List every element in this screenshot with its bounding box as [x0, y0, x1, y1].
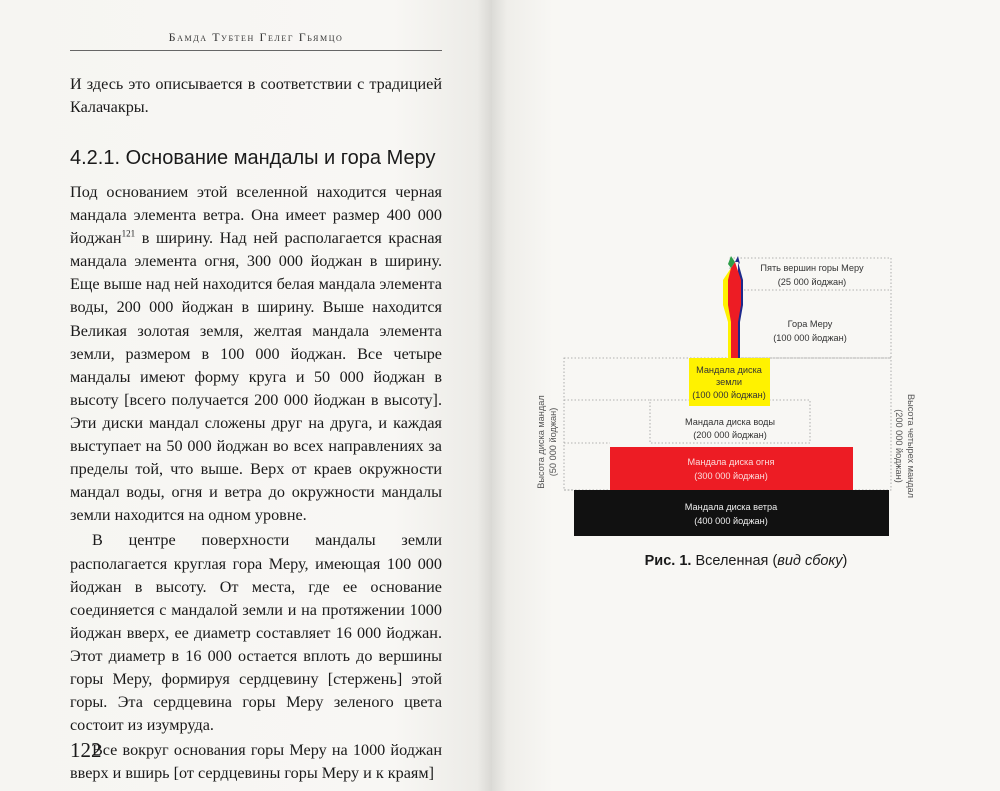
right-axis-title: Высота четырех мандал	[906, 394, 916, 498]
left-axis-label	[536, 395, 558, 488]
mount-meru	[723, 256, 743, 358]
fire-mandala-disc	[610, 447, 853, 490]
footnote-reference[interactable]: 121	[121, 228, 136, 239]
peaks-size: (25 000 йоджан)	[777, 277, 847, 287]
meru-size: (100 000 йоджан)	[773, 333, 847, 343]
paragraph-3: Все вокруг основания горы Меру на 1000 йоджан вверх и вширь [от сердцевины горы Меру и к краям]	[70, 741, 442, 783]
paragraph-1	[70, 181, 442, 527]
water-size: (200 000 йоджан)	[693, 430, 767, 440]
fire-size: (300 000 йоджан)	[694, 471, 768, 481]
figure-caption	[492, 553, 1000, 569]
meru-blue-peak	[735, 256, 740, 264]
left-axis-title: Высота диска мандал	[536, 395, 546, 489]
paragraph-1-rest: в ширину. Над ней располагается красная мандала элемента огня, 300 000 йоджан в ширину. Еще выше над ней находится белая мандала элемента воды, 200 000 йоджан в ширину. Выше находится Великая золотая земля, желтая мандала элемента земли, размером в 100 000 йоджан. Все четыре мандалы имеют форму круга и 50 000 йоджан в высоту [всего получается 200 000 йоджан в высоту]. Эти диски мандал сложены друг на друга, и каждая выступает на 50 000 йоджан во всех направлениях за пределы той, что выше. Верх от краев окружности мандал воды, огня и ветра до окружности мандалы земли находится на одном уровне.	[70, 229, 442, 525]
header-rule	[70, 50, 442, 51]
right-axis-label	[894, 394, 916, 498]
left-axis-size: (50 000 йоджан)	[548, 407, 558, 477]
meru-label: Гора Меру	[787, 319, 833, 329]
paragraph-1-start: Под основанием этой вселенной находится черная мандала элемента ветра. Она имеет размер 400 000 йоджан	[70, 183, 442, 248]
right-page	[492, 0, 1000, 791]
intro-paragraph: И здесь это описывается в соответствии с традицией Калачакры.	[70, 75, 442, 117]
left-page	[0, 0, 492, 791]
caption-text: Вселенная (	[691, 553, 778, 569]
universe-diagram	[492, 0, 1000, 791]
page-number: 122	[70, 738, 102, 762]
earth-size: (100 000 йоджан)	[692, 390, 766, 400]
fire-label: Мандала диска огня	[687, 457, 775, 467]
wind-label: Мандала диска ветра	[684, 502, 778, 512]
water-label: Мандала диска воды	[684, 417, 776, 427]
right-axis-size: (200 000 йоджан)	[894, 409, 904, 483]
earth-label-line2: земли	[715, 377, 743, 387]
main-text	[70, 181, 442, 785]
paragraph-2: В центре поверхности мандалы земли располагается круглая гора Меру, имеющая 100 000 йоджан в высоту. От места, где ее основание соединяется с мандалой земли и на протяжении 1000 йоджан вверх, ее диаметр составляет 16 000 йоджан. Этот диаметр в 16 000 остается вплоть до вершины горы Меру, формируя сердцевину [стержень] этой горы. Эта сердцевина горы Меру зеленого цвета состоит из изумруда.	[70, 531, 442, 735]
wind-size: (400 000 йоджан)	[694, 516, 768, 526]
caption-close: )	[842, 553, 848, 569]
caption-number: Рис. 1.	[644, 553, 692, 569]
running-head: Бамда Тубтен Гелег Гьямцо	[168, 30, 344, 44]
peaks-label: Пять вершин горы Меру	[760, 263, 864, 273]
caption-italic: вид сбоку	[777, 553, 843, 569]
section-title: 4.2.1. Основание мандалы и гора Меру	[70, 147, 436, 169]
wind-mandala-disc	[574, 490, 889, 536]
meru-outline	[730, 258, 891, 358]
earth-label-line1: Мандала диска	[696, 365, 762, 375]
